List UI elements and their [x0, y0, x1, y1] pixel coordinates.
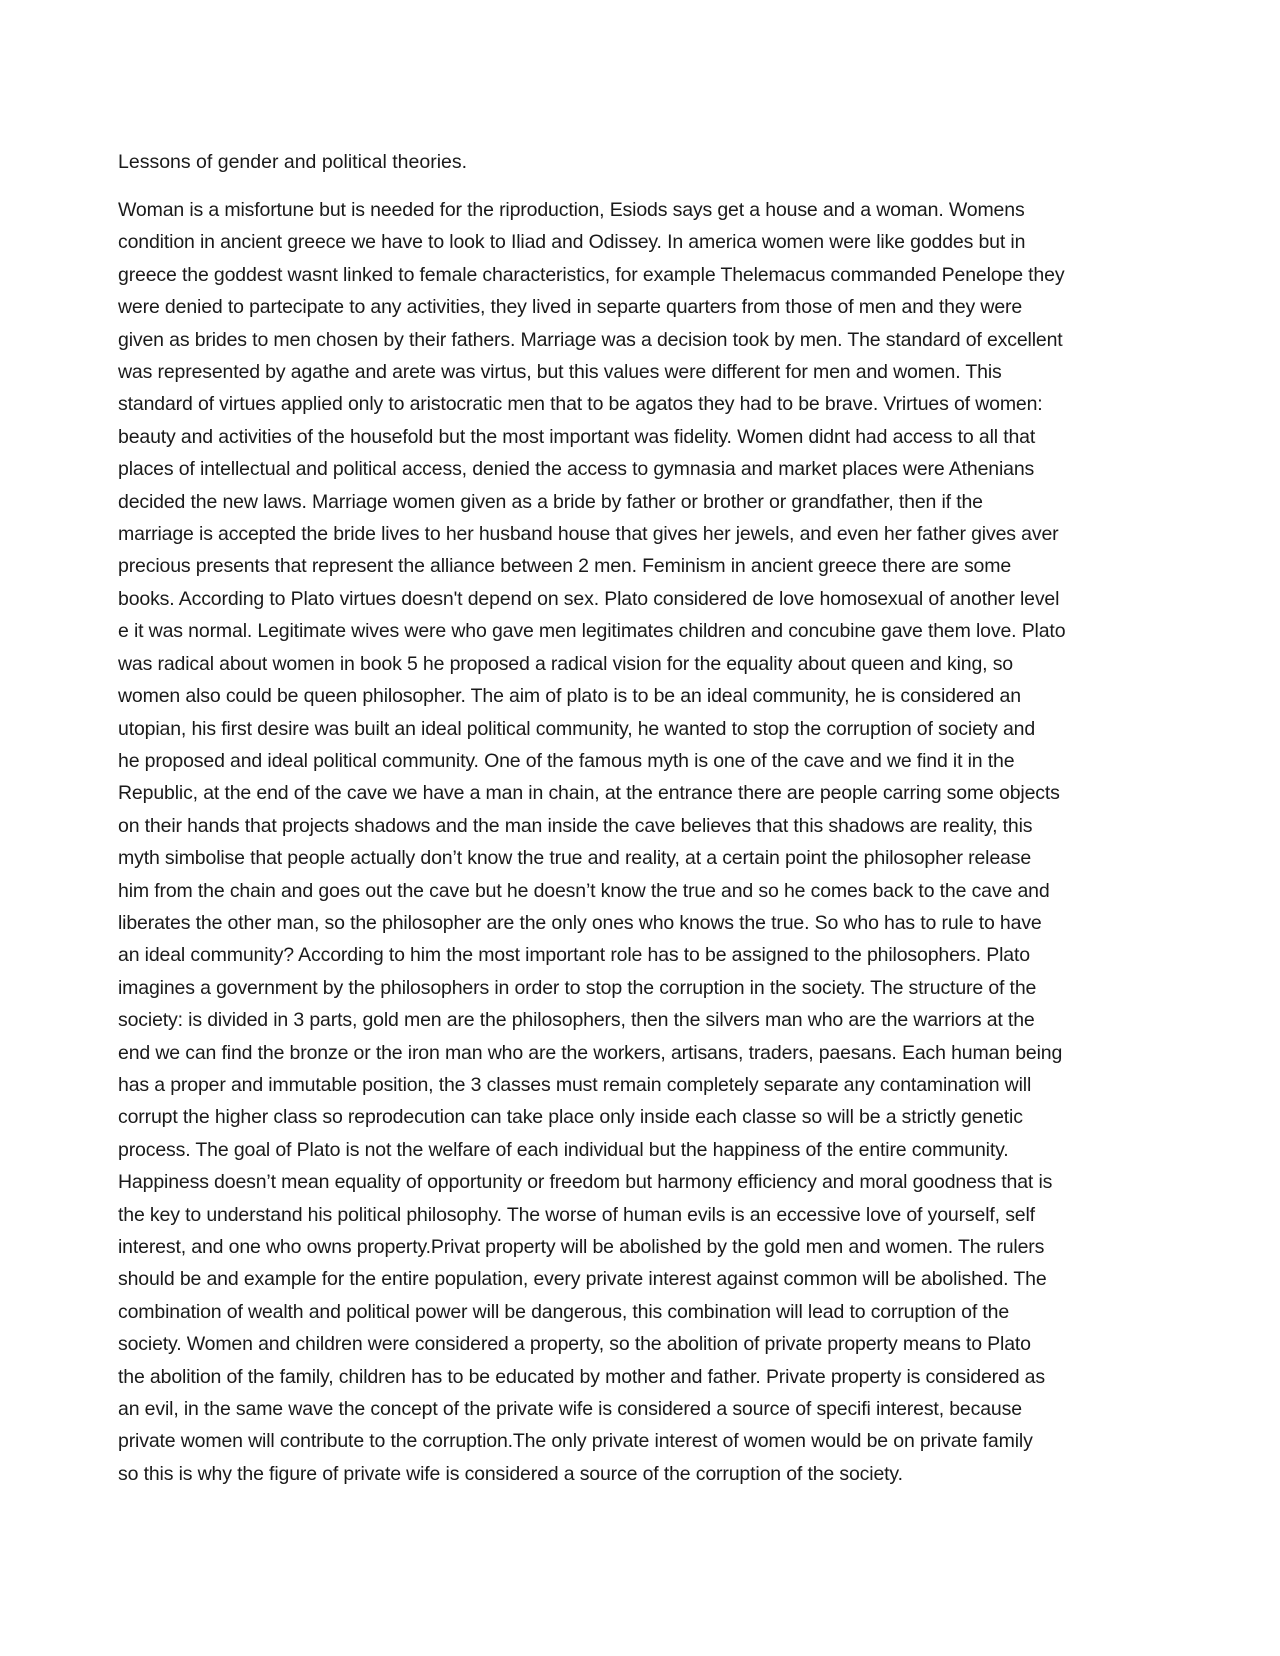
body-line: society. Women and children were considered a property, so the abolition of private property means to Plato — [118, 1333, 1031, 1356]
body-line: imagines a government by the philosophers in order to stop the corruption in the society. The structure of the — [118, 976, 1037, 999]
body-line: greece the goddest wasnt linked to female characteristics, for example Thelemacus commanded Penelope they — [118, 263, 1065, 286]
body-line: precious presents that represent the alliance between 2 men. Feminism in ancient greece there are some — [118, 555, 1012, 578]
body-line: the abolition of the family, children has to be educated by mother and father. Private property is considered as — [118, 1365, 1045, 1388]
body-line: so this is why the figure of private wife is considered a source of the corruption of the society. — [118, 1462, 903, 1485]
body-line: e it was normal. Legitimate wives were who gave men legitimates children and concubine gave them love. Plato — [118, 620, 1066, 643]
body-line: him from the chain and goes out the cave but he doesn’t know the true and so he comes back to the cave and — [118, 879, 1050, 902]
body-line: Happiness doesn’t mean equality of opportunity or freedom but harmony efficiency and moral goodness that is — [118, 1171, 1053, 1194]
document-content — [118, 146, 1163, 1490]
body-line: has a proper and immutable position, the 3 classes must remain completely separate any contamination will — [118, 1073, 1032, 1096]
body-line: places of intellectual and political access, denied the access to gymnasia and market places were Athenians — [118, 458, 1035, 481]
body-line: should be and example for the entire population, every private interest against common will be abolished. The — [118, 1268, 1047, 1291]
document-body-paragraph — [118, 194, 1163, 1490]
body-line: condition in ancient greece we have to look to Iliad and Odissey. In america women were like goddes but in — [118, 231, 1026, 254]
body-line: Republic, at the end of the cave we have a man in chain, at the entrance there are people carring some objects — [118, 782, 1060, 805]
body-line: an evil, in the same wave the concept of the private wife is considered a source of specifi interest, because — [118, 1398, 1022, 1421]
body-line: process. The goal of Plato is not the welfare of each individual but the happiness of the entire community. — [118, 1138, 1009, 1161]
body-line: he proposed and ideal political community. One of the famous myth is one of the cave and we find it in the — [118, 749, 1015, 772]
body-line: interest, and one who owns property.Privat property will be abolished by the gold men and women. The rulers — [118, 1236, 1045, 1258]
body-line: myth simbolise that people actually don’t know the true and reality, at a certain point the philosopher release — [118, 847, 1032, 870]
body-line: was radical about women in book 5 he proposed a radical vision for the equality about queen and king, so — [118, 652, 1013, 675]
body-line: society: is divided in 3 parts, gold men are the philosophers, then the silvers man who are the warriors at the — [118, 1009, 1035, 1032]
body-line: private women will contribute to the corruption.The only private interest of women would be on private family — [118, 1430, 1033, 1453]
body-line: standard of virtues applied only to aristocratic men that to be agatos they had to be brave. Vrirtues of women: — [118, 393, 1043, 416]
body-line: an ideal community? According to him the most important role has to be assigned to the philosophers. Plato — [118, 944, 1030, 967]
body-line: Woman is a misfortune but is needed for the riproduction, Esiods says get a house and a woman. Womens — [118, 199, 1025, 221]
body-line: beauty and activities of the housefold but the most important was fidelity. Women didnt had access to all that — [118, 425, 1036, 448]
body-line: were denied to partecipate to any activities, they lived in separte quarters from those of men and they were — [118, 296, 1023, 319]
body-line: the key to understand his political philosophy. The worse of human evils is an eccessive love of yourself, self — [118, 1203, 1035, 1226]
body-line: on their hands that projects shadows and the man inside the cave believes that this shadows are reality, this — [118, 814, 1033, 837]
body-line: given as brides to men chosen by their fathers. Marriage was a decision took by men. The standard of excellent — [118, 328, 1063, 351]
body-line: combination of wealth and political power will be dangerous, this combination will lead to corruption of the — [118, 1300, 1010, 1323]
body-line: decided the new laws. Marriage women given as a bride by father or brother or grandfather, then if the — [118, 490, 983, 513]
body-line: utopian, his first desire was built an ideal political community, he wanted to stop the corruption of society and — [118, 717, 1036, 740]
body-line: marriage is accepted the bride lives to her husband house that gives her jewels, and even her father gives aver — [118, 523, 1059, 546]
document-title: Lessons of gender and political theories. — [118, 151, 468, 173]
body-line: women also could be queen philosopher. The aim of plato is to be an ideal community, he is considered an — [118, 685, 1021, 708]
body-line: books. According to Plato virtues doesn't depend on sex. Plato considered de love homosexual of another level — [118, 587, 1060, 610]
body-line: liberates the other man, so the philosopher are the only ones who knows the true. So who has to rule to have — [118, 911, 1042, 934]
body-line: corrupt the higher class so reprodecution can take place only inside each classe so will be a strictly genetic — [118, 1106, 1023, 1129]
body-line: end we can find the bronze or the iron man who are the workers, artisans, traders, paesans. Each human being — [118, 1041, 1063, 1064]
body-line: was represented by agathe and arete was virtus, but this values were different for men and women. This — [118, 361, 1002, 384]
